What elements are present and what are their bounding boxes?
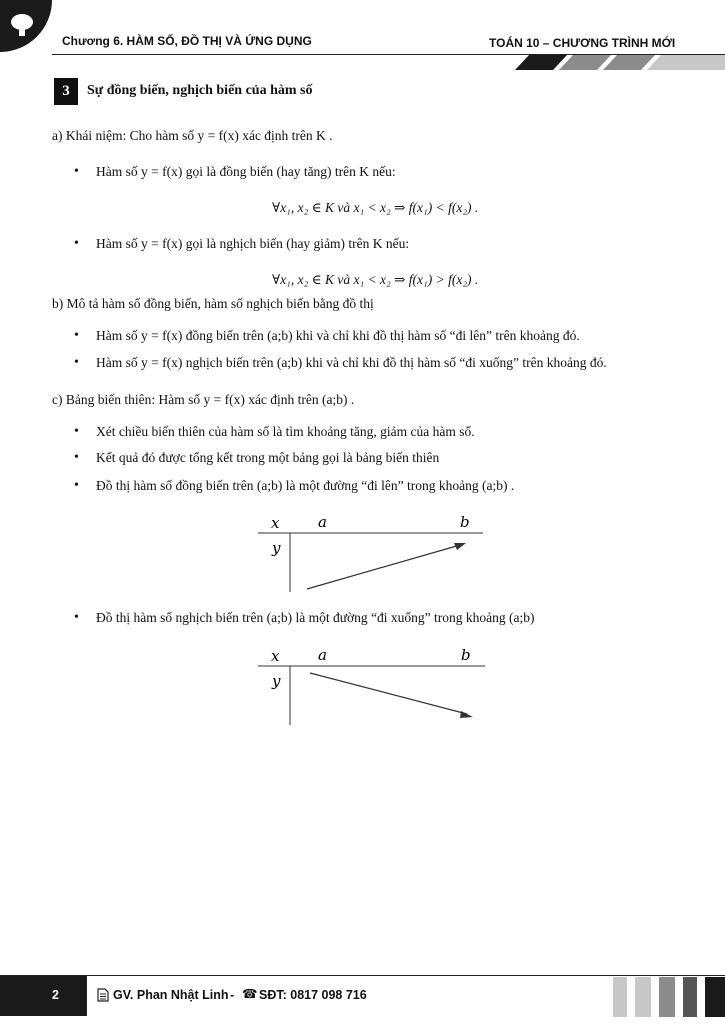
part-a-formula1: ∀x₁, x₂ ∈ K và x₁ < x₂ ⇒ f(x₁) < f(x₂) . [272,200,479,215]
table-a-label: a [318,646,327,664]
footer-divider [86,976,87,1016]
header-chapter: Chương 6. HÀM SỐ, ĐỒ THỊ VÀ ỨNG DỤNG [62,34,312,48]
bullet-dot: • [74,164,79,179]
table-b-label: b [461,646,471,664]
arrow-head [454,543,466,550]
bullet-dot: • [74,450,79,465]
variation-table-increasing [255,508,495,598]
part-c-bullet4: Đồ thị hàm số nghịch biến trên (a;b) là một đường “đi xuống” trong khoảng (a;b) [96,610,535,625]
footer-author: GV. Phan Nhật Linh [113,988,229,1002]
bullet-dot: • [74,355,79,370]
table-x-label: x [271,514,280,532]
table-b-label: b [460,513,470,531]
footer-rule [0,975,725,976]
variation-table-decreasing [255,641,495,731]
section-title: Sự đồng biến, nghịch biến của hàm số [87,83,313,98]
footer-separator: - [230,988,235,1002]
footer-page-number: 2 [52,988,59,1002]
document-icon [97,988,109,1002]
part-c-bullet2: Kết quả đó được tổng kết trong một bảng gọi là bảng biến thiên [96,450,440,465]
bullet-dot: • [74,328,79,343]
arrow-head [460,711,473,718]
table-y-label: y [272,539,281,557]
decreasing-arrow [310,673,467,714]
section-number-box: 3 [54,78,78,105]
part-a-bullet2: Hàm số y = f(x) gọi là nghịch biến (hay giảm) trên K nếu: [96,236,410,251]
phone-icon: ☎ [242,987,258,1001]
part-b-bullet2: Hàm số y = f(x) nghịch biến trên (a;b) khi và chỉ khi đồ thị hàm số “đi xuống” trên khoảng đó. [96,355,607,370]
part-c-intro: c) Bảng biến thiên: Hàm số y = f(x) xác định trên (a;b) . [52,392,355,407]
bullet-dot: • [74,478,79,493]
header-stripes [515,55,725,73]
logo-icon [4,2,44,42]
part-a-formula2: ∀x₁, x₂ ∈ K và x₁ < x₂ ⇒ f(x₁) > f(x₂) . [272,272,479,287]
bullet-dot: • [74,424,79,439]
table-a-label: a [318,513,327,531]
part-a-bullet1: Hàm số y = f(x) gọi là đồng biến (hay tăng) trên K nếu: [96,164,396,179]
bullet-dot: • [74,236,79,251]
part-b-bullet1: Hàm số y = f(x) đồng biến trên (a;b) khi và chỉ khi đồ thị hàm số “đi lên” trên khoảng đó. [96,328,580,343]
footer-page-box [0,976,86,1016]
increasing-arrow [307,545,460,589]
part-a-intro: a) Khái niệm: Cho hàm số y = f(x) xác định trên K . [52,128,333,143]
part-b-intro: b) Mô tả hàm số đồng biến, hàm số nghịch biến bằng đồ thị [52,296,374,311]
footer-stripes [613,977,725,1017]
header-logo [0,0,52,52]
header-book: TOÁN 10 – CHƯƠNG TRÌNH MỚI [489,36,676,50]
part-c-bullet1: Xét chiều biến thiên của hàm số là tìm khoảng tăng, giảm của hàm số. [96,424,475,439]
bullet-dot: • [74,610,79,625]
part-c-bullet3: Đồ thị hàm số đồng biến trên (a;b) là một đường “đi lên” trong khoảng (a;b) . [96,478,515,493]
table-x-label: x [271,647,280,665]
footer-phone: SĐT: 0817 098 716 [259,988,367,1002]
table-y-label: y [272,672,281,690]
